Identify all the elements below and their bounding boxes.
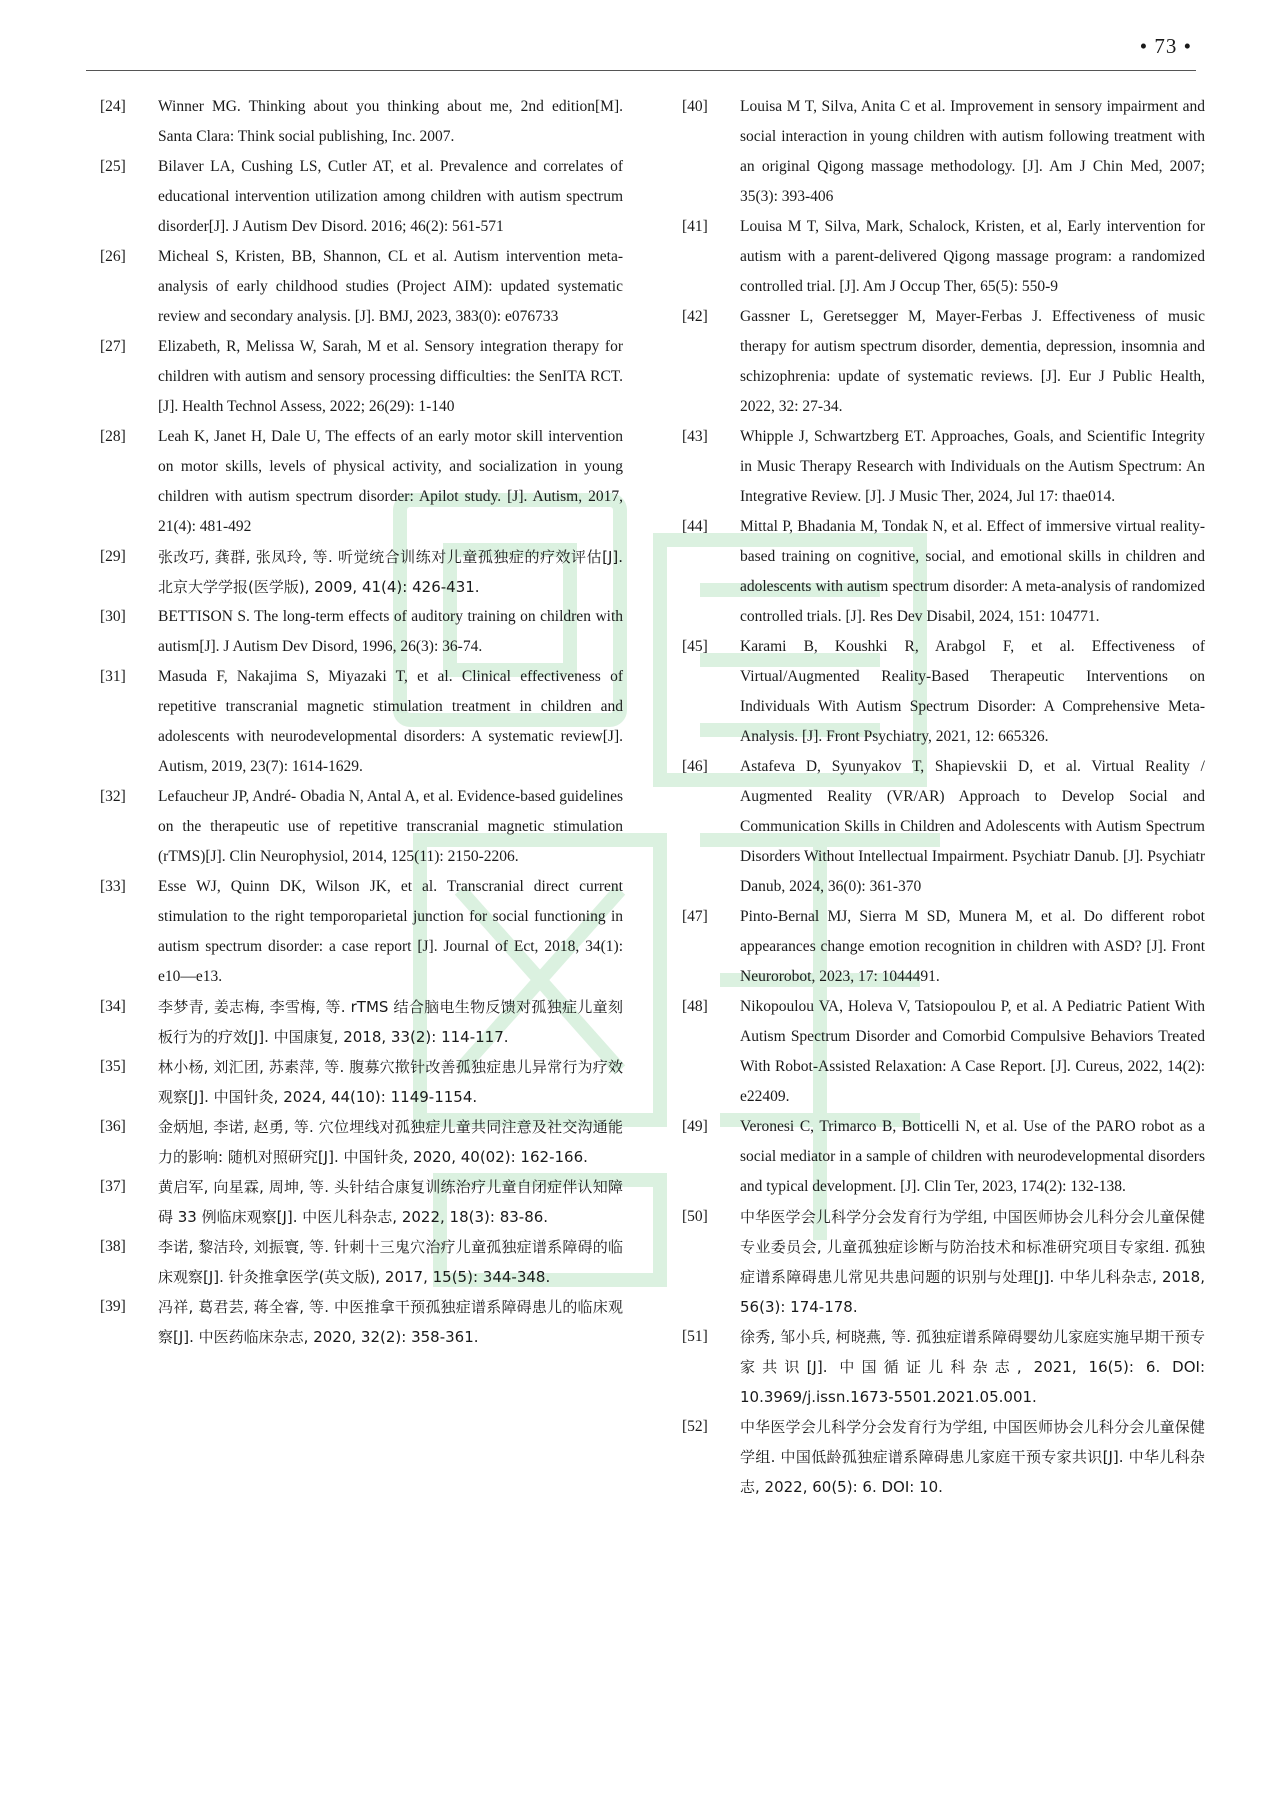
reference-item xyxy=(682,1322,1205,1412)
reference-item xyxy=(682,1202,1205,1322)
references-left-column xyxy=(100,92,623,1352)
header-rule xyxy=(86,70,1196,71)
reference-item xyxy=(682,1412,1205,1502)
reference-text: 李梦青, 姜志梅, 李雪梅, 等. rTMS 结合脑电生物反馈对孤独症儿童刻板行为的疗效[J]. 中国康复, 2018, 33(2): 114-117. xyxy=(158,998,623,1046)
reference-text: Whipple J, Schwartzberg ET. Approaches, Goals, and Scientific Integrity in Music Therapy Research with Individuals on the Autism Spectrum: An Integrative Review. [J]. J Music Ther, 2024, Jul 17: thae014. xyxy=(740,428,1205,505)
reference-text: Louisa M T, Silva, Mark, Schalock, Kristen, et al, Early intervention for autism with a parent-delivered Qigong massage program: a randomized controlled trial. [J]. Am J Occup Ther, 65(5): 550-9 xyxy=(740,218,1205,295)
reference-text: Lefaucheur JP, André- Obadia N, Antal A, et al. Evidence-based guidelines on the therapeutic use of repetitive transcranial magnetic stimulation (rTMS)[J]. Clin Neurophysiol, 2014, 125(11): 2150-2206. xyxy=(158,788,623,865)
reference-number: [50] xyxy=(682,1208,708,1225)
reference-text: Micheal S, Kristen, BB, Shannon, CL et al. Autism intervention meta-analysis of early childhood studies (Project AIM): updated systematic review and secondary analysis. [J]. BMJ, 2023, 383(0): e076733 xyxy=(158,248,623,325)
reference-text: Karami B, Koushki R, Arabgol F, et al. Effectiveness of Virtual/Augmented Reality-Based Therapeutic Interventions on Individuals With Autism Spectrum Disorder: A Comprehensive Meta-Analysis. [J]. Front Psychiatry, 2021, 12: 665326. xyxy=(740,638,1205,745)
reference-number: [31] xyxy=(100,668,126,685)
reference-number: [25] xyxy=(100,158,126,175)
reference-item xyxy=(100,1112,623,1172)
reference-text: 林小杨, 刘汇团, 苏素萍, 等. 腹募穴揿针改善孤独症患儿异常行为疗效观察[J]. 中国针灸, 2024, 44(10): 1149-1154. xyxy=(158,1058,623,1106)
reference-item xyxy=(100,92,623,152)
reference-number: [27] xyxy=(100,338,126,355)
reference-item xyxy=(682,752,1205,902)
reference-number: [51] xyxy=(682,1328,708,1345)
reference-item xyxy=(682,422,1205,512)
reference-number: [30] xyxy=(100,608,126,625)
reference-item xyxy=(100,542,623,602)
reference-item xyxy=(100,422,623,542)
reference-number: [33] xyxy=(100,878,126,895)
reference-item xyxy=(682,1112,1205,1202)
reference-text: Esse WJ, Quinn DK, Wilson JK, et al. Transcranial direct current stimulation to the right temporoparietal junction for social functioning in autism spectrum disorder: a case report [J]. Journal of Ect, 2018, 34(1): e10—e13. xyxy=(158,878,623,985)
reference-text: 徐秀, 邹小兵, 柯晓燕, 等. 孤独症谱系障碍婴幼儿家庭实施早期干预专家共识[J]. 中国循证儿科杂志, 2021, 16(5): 6. DOI: 10.3969/j.issn.1673-5501.2021.05.001. xyxy=(740,1328,1205,1406)
reference-text: BETTISON S. The long-term effects of auditory training on children with autism[J]. J Autism Dev Disord, 1996, 26(3): 36-74. xyxy=(158,608,623,655)
reference-text: Pinto-Bernal MJ, Sierra M SD, Munera M, et al. Do different robot appearances change emotion recognition in children with ASD? [J]. Front Neurorobot, 2023, 17: 1044491. xyxy=(740,908,1205,985)
reference-item xyxy=(682,92,1205,212)
reference-number: [52] xyxy=(682,1418,708,1435)
reference-number: [41] xyxy=(682,218,708,235)
reference-text: Gassner L, Geretsegger M, Mayer-Ferbas J. Effectiveness of music therapy for autism spectrum disorder, dementia, depression, insomnia and schizophrenia: update of systematic reviews. [J]. Eur J Public Health, 2022, 32: 27-34. xyxy=(740,308,1205,415)
reference-text: 中华医学会儿科学分会发育行为学组, 中国医师协会儿科分会儿童保健专业委员会, 儿童孤独症诊断与防治技术和标准研究项目专家组. 孤独症谱系障碍患儿常见共患问题的识别与处理[J]. 中华儿科杂志, 2018, 56(3): 174-178. xyxy=(740,1208,1205,1316)
reference-text: Nikopoulou VA, Holeva V, Tatsiopoulou P, et al. A Pediatric Patient With Autism Spectrum Disorder and Comorbid Compulsive Behaviors Treated With Robot-Assisted Relaxation: A Case Report. [J]. Cureus, 2022, 14(2): e22409. xyxy=(740,998,1205,1105)
reference-text: Astafeva D, Syunyakov T, Shapievskii D, et al. Virtual Reality / Augmented Reality (VR/AR) Approach to Develop Social and Communication Skills in Children and Adolescents with Autism Spectrum Disorders Without Intellectual Impairment. Psychiatr Danub. [J]. Psychiatr Danub, 2024, 36(0): 361-370 xyxy=(740,758,1205,895)
reference-item xyxy=(100,152,623,242)
reference-item xyxy=(100,242,623,332)
reference-text: 冯祥, 葛君芸, 蒋全睿, 等. 中医推拿干预孤独症谱系障碍患儿的临床观察[J]. 中医药临床杂志, 2020, 32(2): 358-361. xyxy=(158,1298,623,1346)
reference-number: [28] xyxy=(100,428,126,445)
reference-text: Bilaver LA, Cushing LS, Cutler AT, et al. Prevalence and correlates of educational intervention utilization among children with autism spectrum disorder[J]. J Autism Dev Disord. 2016; 46(2): 561-571 xyxy=(158,158,623,235)
reference-item xyxy=(100,992,623,1052)
reference-number: [36] xyxy=(100,1118,126,1135)
reference-number: [42] xyxy=(682,308,708,325)
reference-number: [26] xyxy=(100,248,126,265)
reference-item xyxy=(682,302,1205,422)
reference-number: [38] xyxy=(100,1238,126,1255)
reference-item xyxy=(100,1052,623,1112)
reference-number: [39] xyxy=(100,1298,126,1315)
reference-number: [45] xyxy=(682,638,708,655)
reference-item xyxy=(100,602,623,662)
reference-text: 金炳旭, 李诺, 赵勇, 等. 穴位埋线对孤独症儿童共同注意及社交沟通能力的影响: 随机对照研究[J]. 中国针灸, 2020, 40(02): 162-166. xyxy=(158,1118,623,1166)
reference-number: [44] xyxy=(682,518,708,535)
reference-item xyxy=(682,992,1205,1112)
reference-text: Winner MG. Thinking about you thinking about me, 2nd edition[M]. Santa Clara: Think social publishing, Inc. 2007. xyxy=(158,98,623,145)
reference-number: [43] xyxy=(682,428,708,445)
reference-item xyxy=(100,872,623,992)
reference-number: [49] xyxy=(682,1118,708,1135)
reference-text: Louisa M T, Silva, Anita C et al. Improvement in sensory impairment and social interaction in young children with autism following treatment with an original Qigong massage methodology. [J]. Am J Chin Med, 2007; 35(3): 393-406 xyxy=(740,98,1205,205)
reference-number: [35] xyxy=(100,1058,126,1075)
reference-item xyxy=(682,512,1205,632)
reference-item xyxy=(100,1172,623,1232)
reference-number: [37] xyxy=(100,1178,126,1195)
reference-number: [24] xyxy=(100,98,126,115)
reference-item xyxy=(682,212,1205,302)
reference-text: Masuda F, Nakajima S, Miyazaki T, et al. Clinical effectiveness of repetitive transcranial magnetic stimulation treatment in children and adolescents with neurodevelopmental disorders: A systematic review[J]. Autism, 2019, 23(7): 1614-1629. xyxy=(158,668,623,775)
reference-number: [48] xyxy=(682,998,708,1015)
reference-item xyxy=(100,1292,623,1352)
reference-text: Veronesi C, Trimarco B, Botticelli N, et al. Use of the PARO robot as a social mediator in a sample of children with neurodevelopmental disorders and typical development. [J]. Clin Ter, 2023, 174(2): 132-138. xyxy=(740,1118,1205,1195)
reference-number: [29] xyxy=(100,548,126,565)
references-right-column xyxy=(682,92,1205,1502)
reference-item xyxy=(100,662,623,782)
reference-text: 李诺, 黎洁玲, 刘振寰, 等. 针刺十三鬼穴治疗儿童孤独症谱系障碍的临床观察[J]. 针灸推拿医学(英文版), 2017, 15(5): 344-348. xyxy=(158,1238,623,1286)
reference-item xyxy=(100,782,623,872)
reference-text: 张改巧, 龚群, 张凤玲, 等. 听觉统合训练对儿童孤独症的疗效评估[J]. 北京大学学报(医学版), 2009, 41(4): 426-431. xyxy=(158,548,623,596)
reference-number: [32] xyxy=(100,788,126,805)
reference-number: [46] xyxy=(682,758,708,775)
reference-number: [40] xyxy=(682,98,708,115)
reference-item xyxy=(100,1232,623,1292)
reference-text: Leah K, Janet H, Dale U, The effects of an early motor skill intervention on motor skills, levels of physical activity, and socialization in young children with autism spectrum disorder: Apilot study. [J]. Autism, 2017, 21(4): 481-492 xyxy=(158,428,623,535)
reference-text: 中华医学会儿科学分会发育行为学组, 中国医师协会儿科分会儿童保健学组. 中国低龄孤独症谱系障碍患儿家庭干预专家共识[J]. 中华儿科杂志, 2022, 60(5): 6. DOI: 10. xyxy=(740,1418,1205,1496)
reference-text: 黄启军, 向星霖, 周坤, 等. 头针结合康复训练治疗儿童自闭症伴认知障碍 33 例临床观察[J]. 中医儿科杂志, 2022, 18(3): 83-86. xyxy=(158,1178,623,1226)
reference-item xyxy=(100,332,623,422)
page-number: • 73 • xyxy=(1139,34,1192,58)
reference-item xyxy=(682,902,1205,992)
reference-text: Elizabeth, R, Melissa W, Sarah, M et al. Sensory integration therapy for children with autism and sensory processing difficulties: the SenITA RCT. [J]. Health Technol Assess, 2022; 26(29): 1-140 xyxy=(158,338,623,415)
reference-text: Mittal P, Bhadania M, Tondak N, et al. Effect of immersive virtual reality-based training on cognitive, social, and emotional skills in children and adolescents with autism spectrum disorder: A meta-analysis of randomized controlled trials. [J]. Res Dev Disabil, 2024, 151: 104771. xyxy=(740,518,1205,625)
reference-number: [47] xyxy=(682,908,708,925)
reference-item xyxy=(682,632,1205,752)
reference-number: [34] xyxy=(100,998,126,1015)
